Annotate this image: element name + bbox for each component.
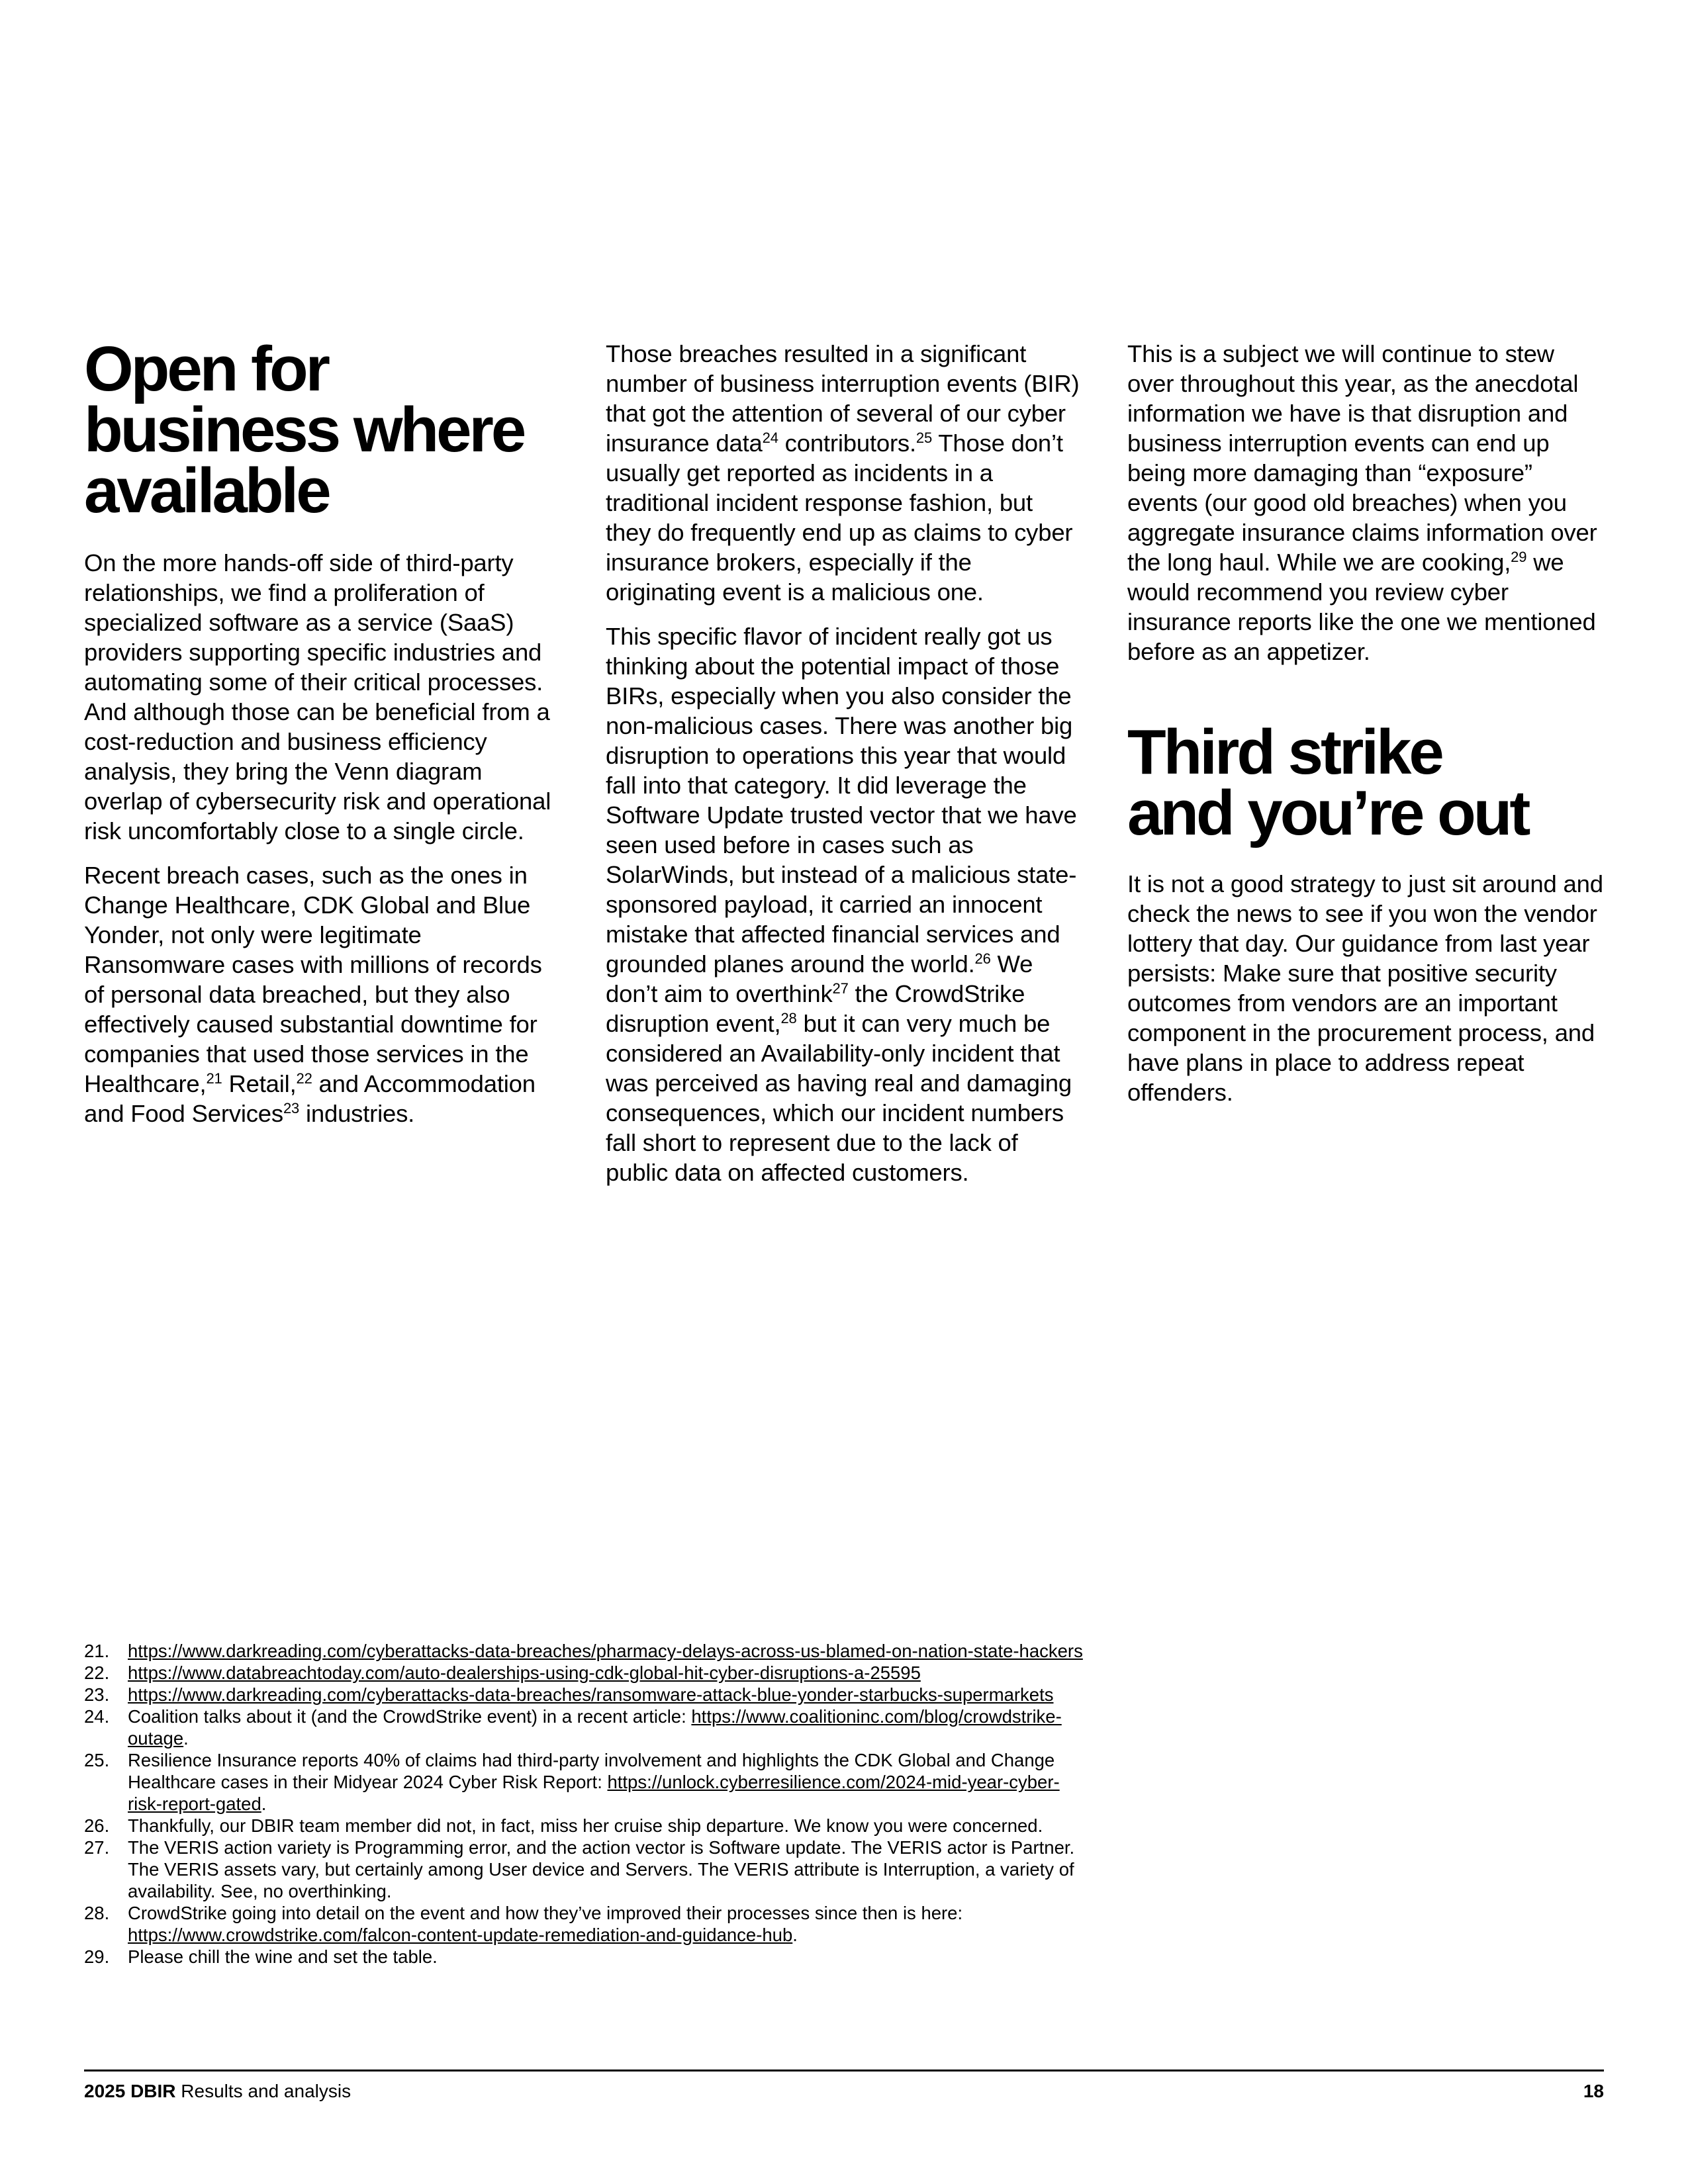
footnote-number: 22. — [84, 1662, 110, 1683]
paragraph: Recent breach cases, such as the ones in Change Healthcare, CDK Global and Blue Yonder, not only were legitimate Ransomware cases with millions of records of personal data breached, but they also effectively caused substantial downtime for companies that used those services in the Healthcare,$^{21}$ Retail,$^{22}$ and Accommodation and Food Services$^{23}$ industries. — [84, 862, 542, 1127]
footnote: 25. Resilience Insurance reports 40% of claims had third-party involvement and highlights the CDK Global and Change Healthcare cases in their Midyear 2024 Cyber Risk Report: https://unlock.cyberresilience.com/2024-mid-year-cyber-risk-report-gated. — [84, 1750, 1060, 1814]
column-middle — [606, 339, 1082, 1202]
footnote-ref[interactable]: 23 — [283, 1099, 300, 1116]
footnote — [84, 1684, 1090, 1706]
column-right — [1127, 339, 1604, 1122]
footnote-ref[interactable]: 24 — [762, 429, 778, 446]
footnote-ref[interactable]: 26 — [974, 950, 991, 967]
heading-line: business where — [84, 394, 524, 465]
footnote-link[interactable]: https://www.crowdstrike.com/falcon-content-update-remediation-and-guidance-hub — [128, 1925, 793, 1945]
footnote-number: 27. — [84, 1837, 110, 1858]
footnote: 29. Please chill the wine and set the table. — [84, 1946, 438, 1967]
footnote-ref[interactable]: 22 — [296, 1069, 312, 1087]
footnote-number: 28. — [84, 1903, 110, 1923]
footnote-number: 23. — [84, 1684, 110, 1705]
section-heading-third-strike — [1127, 717, 1604, 848]
footnote-link[interactable]: https://www.darkreading.com/cyberattacks-data-breaches/ransomware-attack-blue-yonder-starbucks-supermarkets — [128, 1684, 1054, 1705]
footnote-number: 26. — [84, 1815, 110, 1836]
footnotes-list — [84, 1640, 1090, 1968]
footer-divider — [84, 2070, 1604, 2071]
footnote-number: 21. — [84, 1641, 110, 1661]
page-number: 18 — [1583, 2081, 1604, 2101]
footnote-ref[interactable]: 28 — [780, 1009, 797, 1026]
footnote-link[interactable]: https://unlock.cyberresilience.com/2024-mid-year-cyber-risk-report-gated — [128, 1772, 1060, 1814]
footnote-number: 24. — [84, 1706, 110, 1727]
paragraph: It is not a good strategy to just sit around and check the news to see if you won the vendor lottery that day. Our guidance from last year persists: Make sure that positive security outcomes from vendors are an important component in the procurement process, and have plans in place to address repeat offenders. — [1127, 870, 1603, 1106]
footnote: 27. The VERIS action variety is Programming error, and the action vector is Software update. The VERIS actor is Partner. The VERIS assets vary, but certainly among User device and Servers. The VERIS attribute is Interruption, a variety of availability. See, no overthinking. — [84, 1837, 1075, 1901]
paragraph: This specific flavor of incident really got us thinking about the potential impact of those BIRs, especially when you also consider the non-malicious cases. There was another big disruption to operations this year that would fall into that category. It did leverage the Software Update trusted vector that we have seen used before in cases such as SolarWinds, but instead of a malicious state-sponsored payload, it carried an innocent mistake that affected financial services and grounded planes around the world.$^{26}$ We don’t aim to overthink$^{27}$ the CrowdStrike disruption event,$^{28}$ but it can very much be considered an Availability-only incident that was perceived as having real and damaging consequences, which our incident numbers fall short to represent due to the lack of public data on affected customers. — [606, 623, 1077, 1186]
footnote-ref[interactable]: 27 — [832, 979, 849, 997]
paragraph: Those breaches resulted in a significant number of business interruption events (BIR) that got the attention of several of our cyber insurance data$^{24}$ contributors.$^{25}$ Those don’t usually get reported as incidents in a traditional incident response fashion, but they do frequently end up as claims to cyber insurance brokers, especially if the originating event is a malicious one. — [606, 340, 1080, 606]
heading-line: Third strike — [1127, 717, 1442, 788]
footnote: 28. CrowdStrike going into detail on the event and how they’ve improved their processes since then is here: https://www.crowdstrike.com/falcon-content-update-remediation-and-guidance-hub. — [84, 1903, 963, 1945]
paragraph: On the more hands-off side of third-party relationships, we find a proliferation of specialized software as a service (SaaS) providers supporting specific industries and automating some of their critical processes. And although those can be beneficial from a cost-reduction and business efficiency analysis, they bring the Venn diagram overlap of cybersecurity risk and operational risk uncomfortably close to a single circle. — [84, 549, 551, 844]
footer-title — [84, 2080, 351, 2103]
footnote-ref[interactable]: 25 — [915, 429, 932, 446]
footnote-ref[interactable]: 29 — [1511, 548, 1527, 565]
footer-brand: 2025 DBIR — [84, 2081, 176, 2101]
footnote-ref[interactable]: 21 — [206, 1069, 222, 1087]
section-heading-open-for-business — [84, 334, 561, 526]
footnote-link[interactable]: https://www.databreachtoday.com/auto-dealerships-using-cdk-global-hit-cyber-disruptions-a-25595 — [128, 1662, 921, 1683]
footnote-link[interactable]: https://www.coalitioninc.com/blog/crowdstrike-outage — [128, 1706, 1062, 1749]
footer-section: Results and analysis — [175, 2081, 352, 2101]
footnote-number: 29. — [84, 1946, 110, 1967]
column-left — [84, 334, 561, 1143]
footnote: 24. Coalition talks about it (and the CrowdStrike event) in a recent article: https://www.coalitioninc.com/blog/crowdstrike-outage. — [84, 1706, 1062, 1749]
paragraph: This is a subject we will continue to stew over throughout this year, as the anecdotal information we have is that disruption and business interruption events can end up being more damaging than “exposure” events (our good old breaches) when you aggregate insurance claims information over the long haul. While we are cooking,$^{29}$ we would recommend you review cyber insurance reports like the one we mentioned before as an appetizer. — [1127, 340, 1597, 665]
heading-line: Open for — [84, 334, 328, 404]
footnote-link[interactable]: https://www.darkreading.com/cyberattacks-data-breaches/pharmacy-delays-across-us-blamed-on-nation-state-hackers — [128, 1641, 1083, 1661]
footnote — [84, 1640, 1090, 1662]
footnote-number: 25. — [84, 1750, 110, 1770]
footnote — [84, 1662, 1090, 1684]
footnote: 26. Thankfully, our DBIR team member did not, in fact, miss her cruise ship departure. We know you were concerned. — [84, 1815, 1043, 1836]
heading-line: and you’re out — [1127, 778, 1528, 848]
heading-line: available — [84, 455, 329, 526]
